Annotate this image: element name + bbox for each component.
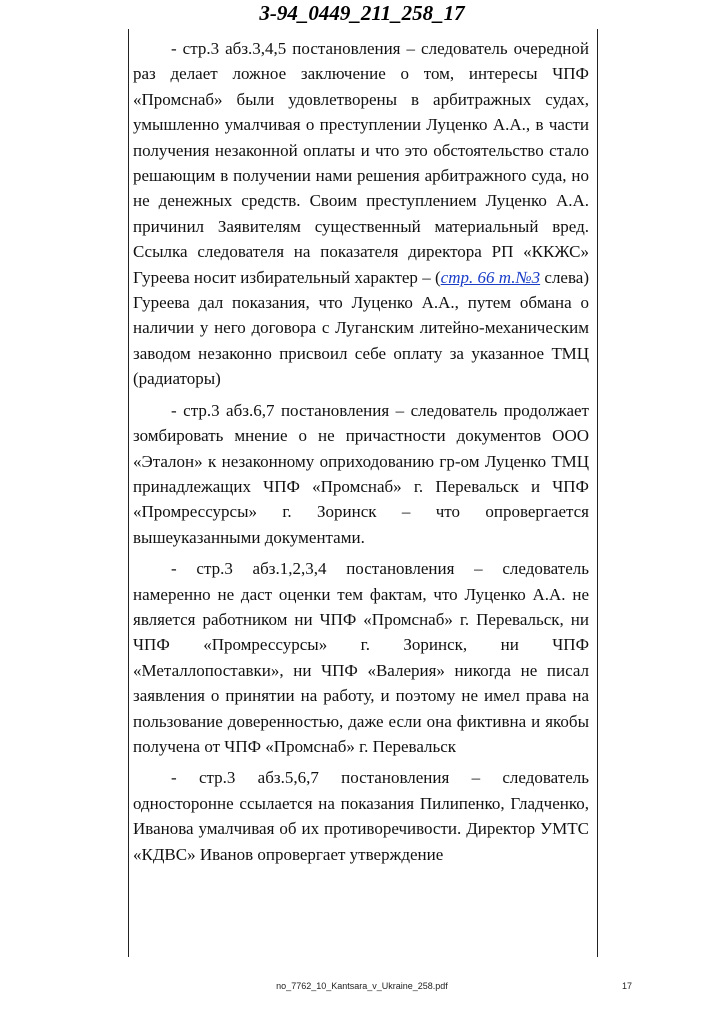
paragraph-4: - стр.3 абз.5,6,7 постановления – следователь односторонне ссылается на показания Пилипенко, Гладченко, Иванова умалчивая об их противоречивости. Директор УМТС «КДВС» Иванов опровергает утверждение [133, 768, 589, 864]
paragraph-1 [133, 36, 589, 392]
footer-page-number: 17 [622, 981, 633, 991]
paragraph-3: - стр.3 абз.1,2,3,4 постановления – следователь намеренно не даст оценки тем фактам, что Луценко А.А. не является работником ни ЧПФ «Промснаб» г. Перевальск, ни ЧПФ «Промрессурсы» г. Зоринск, ни ЧПФ «Металлопоставки», ни ЧПФ «Валерия» никогда не писал заявления о принятии на работу, и поэтому не имел права на пользование доверенностью, даже если она фиктивна и якобы получена от ЧПФ «Промснаб» г. Перевальск [133, 559, 589, 756]
right-margin-rule [597, 29, 598, 957]
footer-filename: no_7762_10_Kantsara_v_Ukraine_258.pdf [276, 981, 448, 991]
paragraph-1-continuation: слева) Гуреева дал показания, что Луценко А.А., путем обмана о наличии у него договора с Луганским литейно-механическим заводом незаконно присвоил себе оплату за указанное ТМЦ (радиаторы) [133, 267, 589, 389]
paragraph-1-text: - стр.3 абз.3,4,5 постановления – следователь очередной раз делает ложное заключение о том, интересы ЧПФ «Промснаб» были удовлетворены в арбитражных судах, умышленно умалчивая о преступлении Луценко А.А., в части получения незаконной оплаты и что это обстоятельство стало решающим в получении нами решения арбитражного суда, но не денежных средств. Своим преступлением Луценко А.А. причинил Заявителям существенный материальный вред. Ссылка следователя на показателя директора РП «ККЖС» Гуреева носит избирательный характер – ( [133, 39, 589, 287]
paragraph-2: - стр.3 абз.6,7 постановления – следователь продолжает зомбировать мнение о не причастности документов ООО «Эталон» к незаконному оприходованию гр-ом Луценко ТМЦ принадлежащих ЧПФ «Промснаб» г. Перевальск и ЧПФ «Промрессурсы» г. Зоринск – что опровергается вышеуказанными документами. [133, 400, 589, 547]
case-reference-header: 3-94_0449_211_258_17 [259, 1, 465, 25]
case-page-link[interactable]: стр. 66 т.№3 [440, 267, 541, 287]
left-margin-rule [128, 29, 129, 957]
document-body [133, 36, 589, 873]
